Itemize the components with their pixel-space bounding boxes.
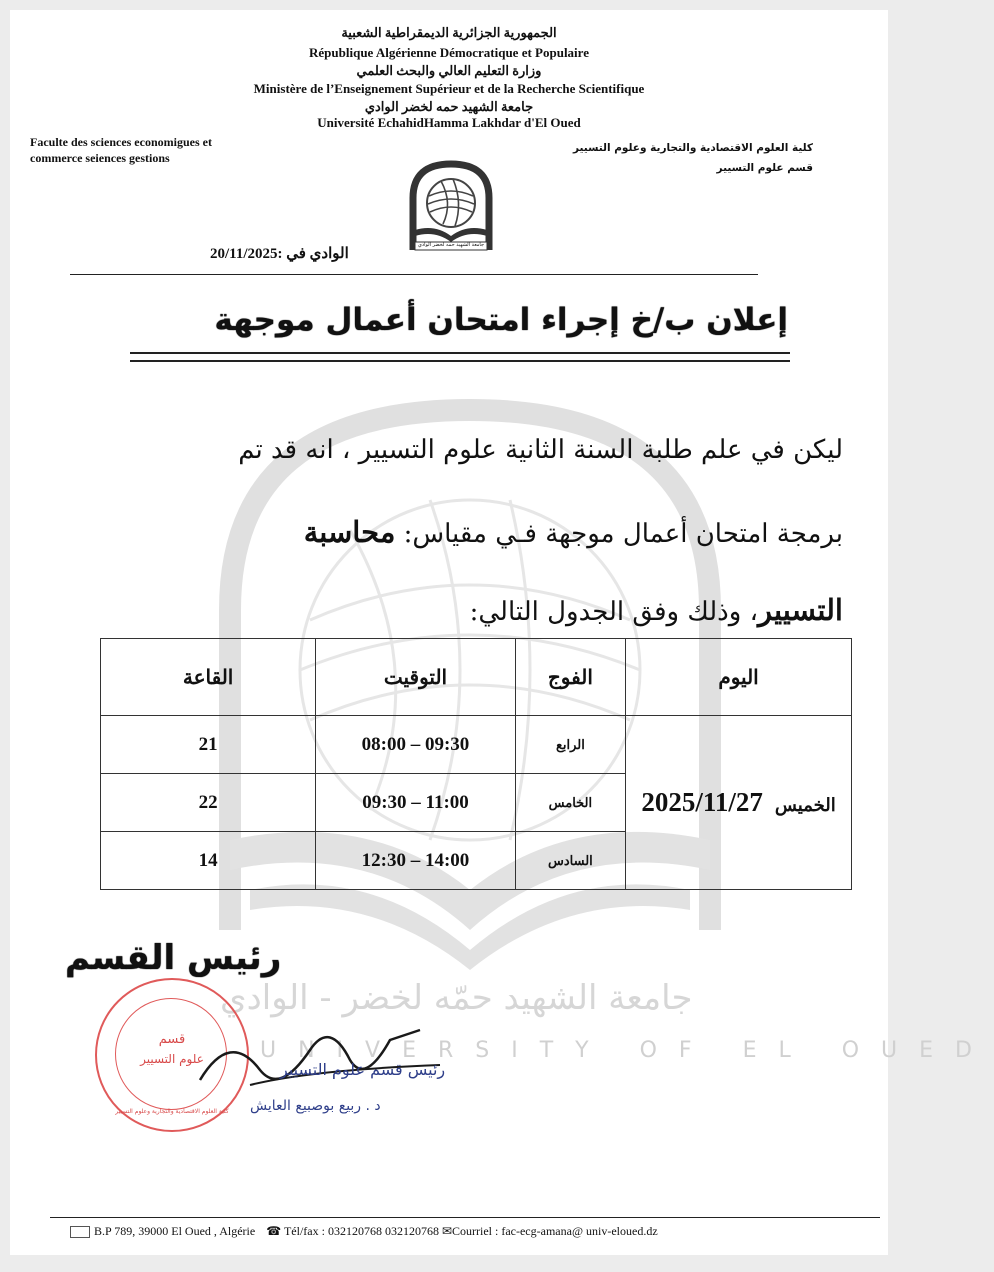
phone-icon: ☎ bbox=[266, 1224, 282, 1238]
schedule-table bbox=[100, 638, 852, 890]
module-name-part2: التسيير bbox=[757, 593, 843, 627]
faculty-fr bbox=[30, 134, 212, 166]
body-line-3 bbox=[470, 593, 843, 627]
republic-ar: الجمهورية الجزائرية الديمقراطية الشعبية bbox=[341, 25, 557, 40]
header-room: القاعة bbox=[101, 639, 316, 716]
faculty-fr-line2: commerce seiences gestions bbox=[30, 151, 170, 165]
head-of-department-label: رئيس القسم bbox=[65, 938, 282, 978]
room-cell: 22 bbox=[101, 774, 316, 832]
handwritten-name: د . ربيع بوصبيع العايش bbox=[250, 1098, 381, 1114]
header-time: التوقيت bbox=[316, 639, 516, 716]
room-cell: 14 bbox=[101, 832, 316, 890]
stamp-ring: كلية العلوم الاقتصادية والتجارية وعلوم التسيير bbox=[115, 1108, 229, 1115]
handwritten-title: رئيس قسم علوم التسيير bbox=[280, 1060, 446, 1079]
time-cell: 14:00 – 12:30 bbox=[316, 832, 516, 890]
module-name-part1: محاسبة bbox=[303, 515, 396, 549]
handwritten-signature bbox=[190, 1010, 450, 1100]
footer-email: Courriel : fac-ecg-amana@ univ-eloued.dz bbox=[452, 1224, 658, 1238]
footer-address: B.P 789, 39000 El Oued , Algérie bbox=[94, 1224, 256, 1238]
faculty-ar-block bbox=[573, 138, 813, 178]
announcement-title: إعلان ب/خ إجراء امتحان أعمال موجهة bbox=[214, 302, 788, 338]
group-cell: السادس bbox=[515, 832, 625, 890]
stamp-center-1: قسم bbox=[158, 1032, 186, 1047]
faculty-fr-line1: Faculte des sciences economigues et bbox=[30, 135, 212, 149]
watermark-university-en: UNIVERSITY OF EL OUED bbox=[260, 1038, 994, 1063]
day-label: الخميس bbox=[774, 795, 836, 815]
table-row bbox=[101, 716, 852, 774]
university-logo bbox=[405, 158, 497, 254]
ministry-fr: Ministère de l’Enseignement Supérieur et de la Recherche Scientifique bbox=[253, 81, 645, 96]
university-fr: Université EchahidHamma Lakhdar d'El Oued bbox=[317, 115, 581, 130]
room-cell: 21 bbox=[101, 716, 316, 774]
watermark-university-ar: جامعة الشهيد حمّه لخضر - الوادي bbox=[220, 978, 693, 1018]
title-underline bbox=[130, 352, 790, 362]
body-line-2 bbox=[304, 515, 843, 549]
faculty-ar: كلية العلوم الاقتصادية والتجارية وعلوم التسيير bbox=[572, 142, 813, 154]
time-cell: 09:30 – 08:00 bbox=[316, 716, 516, 774]
header-day: اليوم bbox=[626, 639, 852, 716]
table-header-row bbox=[101, 639, 852, 716]
body-line-1: ليكن في علم طلبة السنة الثانية علوم التسيير ، انه قد تم bbox=[238, 435, 843, 465]
republic-fr: République Algérienne Démocratique et Populaire bbox=[309, 45, 589, 60]
email-icon: ✉ bbox=[441, 1224, 453, 1238]
time-cell: 11:00 – 09:30 bbox=[316, 774, 516, 832]
mail-icon bbox=[70, 1226, 90, 1238]
day-cell bbox=[626, 716, 852, 890]
group-cell: الخامس bbox=[515, 774, 625, 832]
logo-caption: جامعة الشهيد حمه لخضر الوادي bbox=[417, 242, 485, 248]
ministry-ar: وزارة التعليم العالي والبحث العلمي bbox=[356, 63, 542, 78]
header-group: الفوج bbox=[515, 639, 625, 716]
exam-date: 2025/11/27 bbox=[641, 787, 763, 817]
footer-phone: Tél/fax : 032120768 032120768 bbox=[283, 1224, 439, 1238]
date-line: الوادي في :20/11/2025 bbox=[210, 246, 349, 262]
footer-contact bbox=[70, 1224, 658, 1239]
body-line-2-text: برمجة امتحان أعمال موجهة فـي مقياس: bbox=[395, 519, 843, 549]
group-cell: الرابع bbox=[515, 716, 625, 774]
stamp-center-2: علوم التسيير bbox=[140, 1052, 204, 1066]
university-ar: جامعة الشهيد حمه لخضر الوادي bbox=[364, 99, 534, 114]
document-page bbox=[10, 10, 994, 1255]
department-ar: قسم علوم التسيير bbox=[716, 162, 813, 174]
body-line-3-text: ، وذلك وفق الجدول التالي: bbox=[469, 597, 758, 627]
